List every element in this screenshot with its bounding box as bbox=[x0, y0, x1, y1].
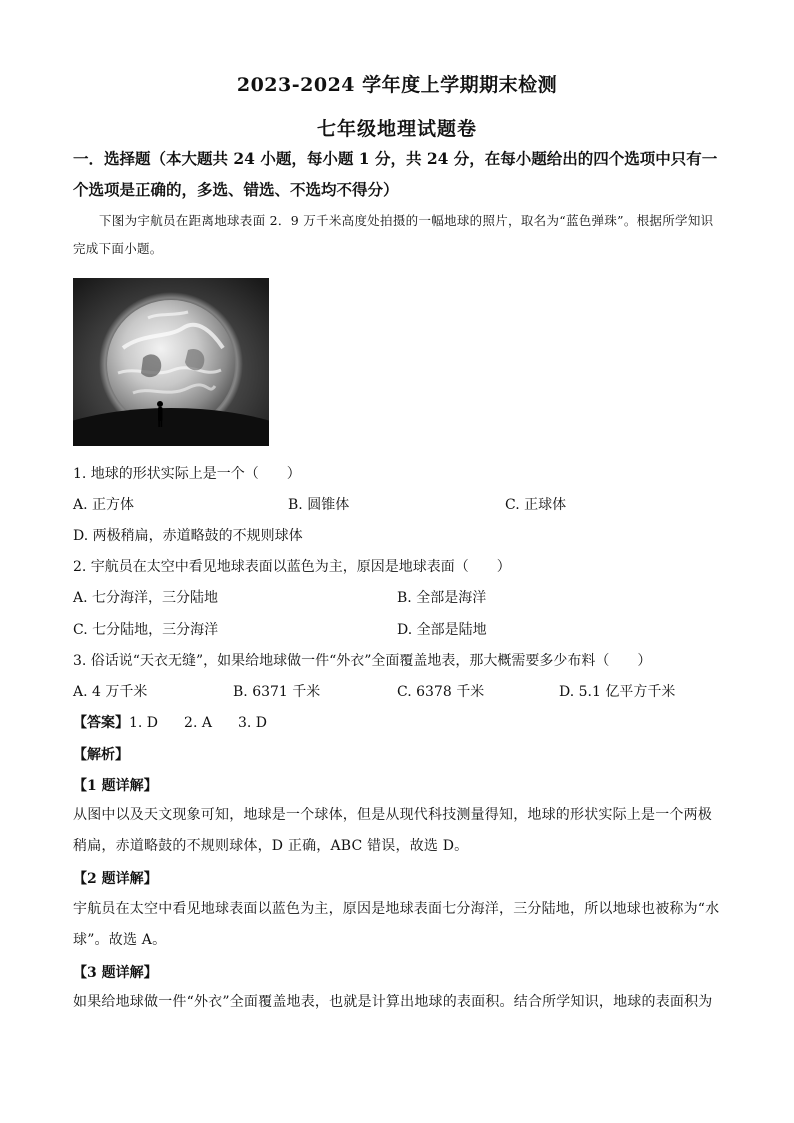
question-2-option-a: A. 七分海洋，三分陆地 bbox=[73, 590, 219, 606]
analysis-3-heading: 【3 题详解】 bbox=[73, 965, 158, 981]
section-heading: 一．选择题（本大题共 24 小题，每小题 1 分，共 24 分，在每小题给出的四个选项中只有一个选项是正确的，多选、错选、不选均不得分） bbox=[73, 149, 718, 199]
question-2-option-d: D. 全部是陆地 bbox=[397, 622, 487, 638]
analysis-2-heading: 【2 题详解】 bbox=[73, 871, 158, 887]
question-3-option-d: D. 5.1 亿平方千米 bbox=[559, 684, 676, 700]
analysis-3-text: 如果给地球做一件“外衣”全面覆盖地表，也就是计算出地球的表面积。结合所学知识，地球的表面积为 bbox=[73, 994, 713, 1010]
answer-value-2: 2. A bbox=[184, 715, 212, 731]
intro-paragraph: 下图为宇航员在距离地球表面 2．9 万千米高度处拍摄的一幅地球的照片，取名为“蓝色弹珠”。根据所学知识完成下面小题。 bbox=[73, 213, 714, 256]
analysis-1-heading: 【1 题详解】 bbox=[73, 778, 158, 794]
question-1-option-b: B. 圆锥体 bbox=[288, 497, 350, 513]
answer-value-1: 1. D bbox=[129, 715, 159, 731]
question-1-stem: 1. 地球的形状实际上是一个（ ） bbox=[73, 466, 301, 482]
question-1-option-d: D. 两极稍扁，赤道略鼓的不规则球体 bbox=[73, 528, 303, 544]
answer-label: 【答案】 bbox=[73, 715, 129, 731]
question-3-stem: 3. 俗话说“天衣无缝”，如果给地球做一件“外衣”全面覆盖地表，那大概需要多少布料（ ） bbox=[73, 653, 652, 669]
answer-line bbox=[73, 712, 267, 732]
question-2-option-c: C. 七分陆地，三分海洋 bbox=[73, 622, 219, 638]
question-3-option-b: B. 6371 千米 bbox=[233, 684, 321, 700]
exam-title: 2023-2024 学年度上学期期末检测 bbox=[236, 74, 558, 96]
question-1-option-a: A. 正方体 bbox=[73, 497, 135, 513]
earth-photo-svg bbox=[73, 278, 269, 446]
analysis-2-text: 宇航员在太空中看见地球表面以蓝色为主，原因是地球表面七分海洋，三分陆地，所以地球也被称为“水球”。故选 A。 bbox=[73, 901, 720, 948]
analysis-label: 【解析】 bbox=[73, 747, 129, 763]
analysis-1-text: 从图中以及天文现象可知，地球是一个球体，但是从现代科技测量得知，地球的形状实际上是一个两极稍扁，赤道略鼓的不规则球体，D 正确，ABC 错误，故选 D。 bbox=[73, 807, 712, 854]
question-2-option-b: B. 全部是海洋 bbox=[397, 590, 487, 606]
question-2-stem: 2. 宇航员在太空中看见地球表面以蓝色为主，原因是地球表面（ ） bbox=[73, 559, 511, 575]
question-3-option-a: A. 4 万千米 bbox=[73, 684, 148, 700]
question-3-option-c: C. 6378 千米 bbox=[397, 684, 485, 700]
exam-subtitle: 七年级地理试题卷 bbox=[316, 118, 477, 140]
answer-value-3: 3. D bbox=[237, 715, 268, 731]
earth-photo bbox=[73, 278, 269, 446]
question-1-option-c: C. 正球体 bbox=[505, 497, 567, 513]
